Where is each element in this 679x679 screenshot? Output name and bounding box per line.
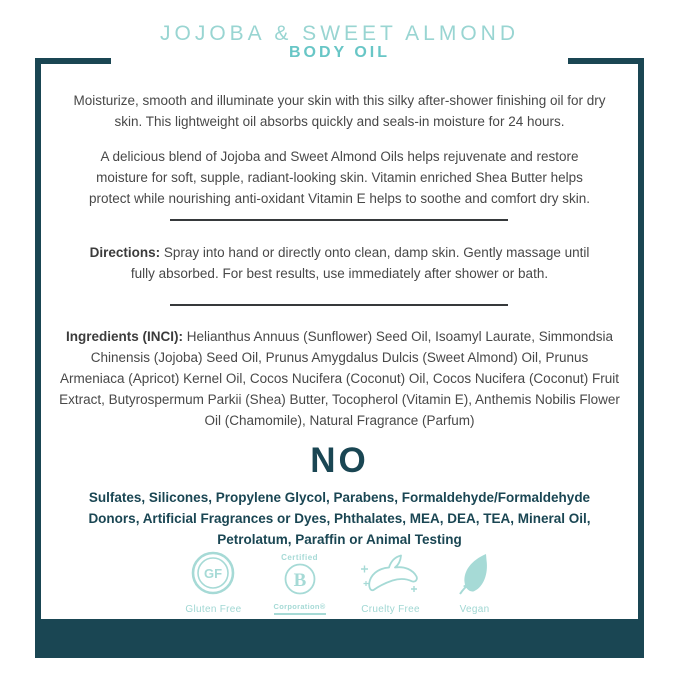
badge-label: Gluten Free bbox=[185, 604, 242, 615]
free-from-heading: NO bbox=[310, 441, 369, 480]
description-paragraph-2: A delicious blend of Jojoba and Sweet Almond Oils helps rejuvenate and restore moisture for soft, supple, radiant-looking skin. Vitamin enriched Shea Butter helps protect while nourishing anti-oxidant Vitamin E helps to soothe and comfort dry skin. bbox=[88, 149, 591, 206]
free-from-list: Sulfates, Silicones, Propylene Glycol, Parabens, Formaldehyde/Formaldehyde Donors, Artificial Fragrances or Dyes, Phthalates, MEA, DEA, TEA, Mineral Oil, Petrolatum, Paraffin or Animal Testing bbox=[88, 490, 591, 547]
vegan-leaf-icon bbox=[456, 553, 494, 600]
badge-vegan bbox=[456, 553, 494, 615]
badge-b-corp bbox=[274, 553, 326, 615]
leaping-bunny-icon bbox=[358, 553, 424, 600]
badge-label: Vegan bbox=[459, 604, 490, 615]
ingredients-body: Helianthus Annuus (Sunflower) Seed Oil, Isoamyl Laurate, Simmondsia Chinensis (Jojoba) Seed Oil, Prunus Amygdalus Dulcis (Sweet Almond) Oil, Prunus Armeniaca (Apricot) Kernel Oil, Cocos Nucifera (Coconut) Oil, Cocos Nucifera (Coconut) Fruit Extract, Butyrospermum Parkii (Shea) Butter, Tocopherol (Vitamin E), Anthemis Nobilis Flower Oil (Chamomile), Natural Fragrance (Parfum) bbox=[59, 329, 620, 428]
directions-body: Spray into hand or directly onto clean, damp skin. Gently massage until fully absorbed. For best results, use immediately after shower or bath. bbox=[130, 245, 590, 281]
product-type-subtitle: BODY OIL bbox=[288, 44, 391, 61]
svg-text:GF: GF bbox=[204, 566, 223, 581]
badge-gluten-free bbox=[185, 551, 241, 615]
svg-text:B: B bbox=[293, 570, 306, 591]
section-divider bbox=[170, 219, 508, 221]
certification-badges-row bbox=[0, 553, 679, 615]
description-paragraph-1: Moisturize, smooth and illuminate your skin with this silky after-shower finishing oil for dry skin. This lightweight oil absorbs quickly and seals-in moisture for 24 hours. bbox=[73, 93, 606, 129]
frame-bottom-bar bbox=[35, 619, 644, 658]
frame-top-right-arm bbox=[568, 58, 644, 64]
product-name-title: JOJOBA & SWEET ALMOND bbox=[159, 22, 519, 45]
section-divider bbox=[170, 304, 508, 306]
b-corp-certified-text: Certified bbox=[281, 553, 319, 562]
b-corp-corporation-text: Corporation® bbox=[274, 602, 326, 615]
directions-text bbox=[88, 242, 591, 284]
ingredients-label: Ingredients (INCI): bbox=[66, 329, 183, 344]
b-corp-icon bbox=[284, 563, 316, 600]
badge-cruelty-free bbox=[358, 553, 424, 615]
ingredients-text bbox=[58, 326, 621, 431]
directions-label: Directions: bbox=[89, 245, 161, 260]
frame-top-left-arm bbox=[35, 58, 111, 64]
gluten-free-icon bbox=[191, 551, 235, 600]
badge-label: Cruelty Free bbox=[361, 604, 420, 615]
